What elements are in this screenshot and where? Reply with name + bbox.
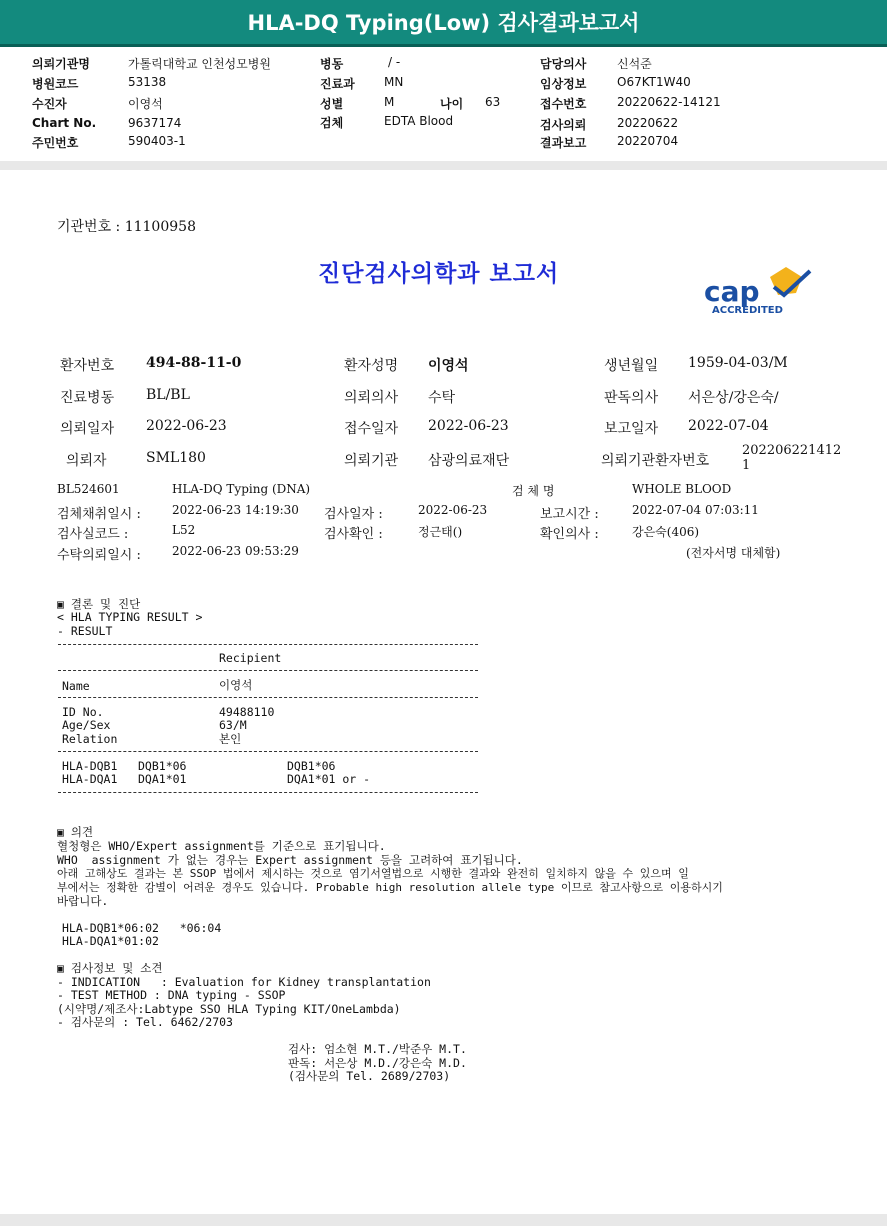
header-value: 9637174 xyxy=(128,116,182,130)
read-doc: 서은상/강은숙/ xyxy=(688,390,779,406)
confirm: 정근태() xyxy=(418,525,463,539)
lab-code-label: 검사실코드 : xyxy=(57,527,129,542)
dob: 1959-04-03/M xyxy=(688,355,788,371)
opinion-line: 바랍니다. xyxy=(57,894,109,908)
test-code: BL524601 xyxy=(57,482,120,496)
inst-pt-no: 202206221412 xyxy=(742,443,842,458)
dob-label: 생년월일 xyxy=(604,358,659,374)
header-value: / - xyxy=(388,55,401,69)
header-label: 병원코드 xyxy=(32,77,79,91)
id-label: ID No. xyxy=(62,705,104,719)
req-inst-label: 의뢰기관 xyxy=(344,453,399,469)
confirm-label: 검사확인 : xyxy=(324,527,383,542)
testinfo-section-title: ▣ 검사정보 및 소견 xyxy=(57,961,163,975)
header-value: EDTA Blood xyxy=(384,114,454,128)
age-label: Age/Sex xyxy=(62,718,111,732)
high-res-dqa1: HLA-DQA1*01:02 xyxy=(62,934,159,948)
divider xyxy=(58,644,478,645)
opinion-line: WHO assignment 가 없는 경우는 Expert assignment 등을 고려하여 표기됩니다. xyxy=(57,853,523,867)
name-label: Name xyxy=(62,679,90,693)
opinion-line: 아래 고해상도 결과는 본 SSOP 법에서 제시하는 것으로 염기서열법으로 시행한 결과와 완전히 일치하지 않을 수 있으며 일 xyxy=(57,867,689,880)
header-value: 590403-1 xyxy=(128,134,186,148)
result-subtitle: < HLA TYPING RESULT > xyxy=(57,610,203,624)
confirm-doc: 강은숙(406) xyxy=(632,525,700,539)
signature-line: 검사: 엄소현 M.T./박준우 M.T. xyxy=(288,1042,467,1056)
dqa1-label: HLA-DQA1 xyxy=(62,772,118,786)
patient-no: 494-88-11-0 xyxy=(146,355,242,371)
req-date: 2022-06-23 xyxy=(146,418,227,434)
inst-pt-label: 의뢰기관환자번호 xyxy=(601,453,710,469)
dqb1-result: DQB1*06 xyxy=(287,759,336,773)
header-label: 접수번호 xyxy=(540,97,587,111)
high-res-dqb1: HLA-DQB1*06:02 *06:04 xyxy=(62,921,222,935)
req-doc-label: 의뢰의사 xyxy=(344,390,399,406)
specimen-label: 검 체 명 xyxy=(512,484,555,498)
header-label: 담당의사 xyxy=(540,57,587,71)
opinion-line: 부에서는 정확한 감별이 어려운 경우도 있습니다. Probable high resolution allele type 이므로 참고사항으로 이용하시기 xyxy=(57,881,723,894)
header-value: 20220704 xyxy=(617,134,679,148)
name-value: 이영석 xyxy=(219,678,253,692)
testinfo-line: - TEST METHOD : DNA typing - SSOP xyxy=(57,988,286,1002)
header-label: 병동 xyxy=(320,57,344,71)
ward-label: 진료병동 xyxy=(60,390,115,406)
divider xyxy=(58,792,478,793)
requester: SML180 xyxy=(146,450,206,466)
header-label: 검체 xyxy=(320,116,344,130)
header-label: 검사의뢰 xyxy=(540,118,587,132)
patient-name: 이영석 xyxy=(428,358,469,374)
result-subtitle-2: - RESULT xyxy=(57,624,113,638)
testinfo-line: - 검사문의 : Tel. 6462/2703 xyxy=(57,1015,233,1029)
opinion-section-title: ▣ 의견 xyxy=(57,825,94,839)
outsource-label: 수탁의뢰일시 : xyxy=(57,548,141,563)
header-label: 결과보고 xyxy=(540,136,587,150)
rep-date-label: 보고일자 xyxy=(604,421,659,437)
header-value: 신석준 xyxy=(617,57,652,71)
testinfo-line: - INDICATION : Evaluation for Kidney transplantation xyxy=(57,975,431,989)
collect-label: 검체채취일시 : xyxy=(57,507,141,522)
recipient-header: Recipient xyxy=(219,651,282,665)
report-header xyxy=(0,47,887,161)
page-footer xyxy=(0,1214,887,1226)
header-label: 임상정보 xyxy=(540,77,587,91)
age-value: 63/M xyxy=(219,718,247,732)
header-label: 수진자 xyxy=(32,97,67,111)
esign-note: (전자서명 대체함) xyxy=(686,546,781,560)
header-value: 63 xyxy=(485,95,501,109)
test-name: HLA-DQ Typing (DNA) xyxy=(172,482,311,496)
header-label: 주민번호 xyxy=(32,136,79,150)
divider xyxy=(58,697,478,698)
dqb1-antigen: DQB1*06 xyxy=(138,759,187,773)
header-value: O67KT1W40 xyxy=(617,75,691,89)
relation-label: Relation xyxy=(62,732,118,746)
report-time: 2022-07-04 07:03:11 xyxy=(632,503,759,517)
dqa1-result: DQA1*01 or - xyxy=(287,772,371,786)
outsource: 2022-06-23 09:53:29 xyxy=(172,544,299,558)
rep-date: 2022-07-04 xyxy=(688,418,769,434)
test-date-label: 검사일자 : xyxy=(324,507,383,522)
institution-number: 기관번호 : 11100958 xyxy=(57,219,196,235)
recv-date: 2022-06-23 xyxy=(428,418,509,434)
opinion-line: 혈청형은 WHO/Expert assignment를 기준으로 표기됩니다. xyxy=(57,839,386,853)
relation-value: 본인 xyxy=(219,732,242,746)
signature-line: 판독: 서은상 M.D./강은숙 M.D. xyxy=(288,1056,467,1070)
confirm-doc-label: 확인의사 : xyxy=(540,527,599,542)
requester-label: 의뢰자 xyxy=(66,453,107,469)
ward: BL/BL xyxy=(146,387,190,403)
header-label: 나이 xyxy=(440,97,464,111)
dqb1-label: HLA-DQB1 xyxy=(62,759,118,773)
header-value: MN xyxy=(384,75,404,89)
recv-date-label: 접수일자 xyxy=(344,421,399,437)
id-value: 49488110 xyxy=(219,705,275,719)
header-label: 진료과 xyxy=(320,77,355,91)
header-value: 이영석 xyxy=(128,97,163,111)
specimen: WHOLE BLOOD xyxy=(632,482,732,496)
signature-line: (검사문의 Tel. 2689/2703) xyxy=(288,1069,451,1083)
header-value: M xyxy=(384,95,395,109)
patient-name-label: 환자성명 xyxy=(344,358,399,374)
lab-code: L52 xyxy=(172,523,196,537)
header-separator xyxy=(0,161,887,170)
cap-accredited-logo xyxy=(704,265,816,320)
req-date-label: 의뢰일자 xyxy=(60,421,115,437)
divider xyxy=(58,751,478,752)
testinfo-line: (시약명/제조사:Labtype SSO HLA Typing KIT/OneLambda) xyxy=(57,1002,401,1016)
header-value: 20220622-14121 xyxy=(617,95,721,109)
cap-accredited-text: ACCREDITED xyxy=(712,305,783,316)
read-doc-label: 판독의사 xyxy=(604,390,659,406)
header-label: 성별 xyxy=(320,97,344,111)
header-value: 20220622 xyxy=(617,116,679,130)
window-title: HLA-DQ Typing(Low) 검사결과보고서 xyxy=(0,0,887,47)
patient-no-label: 환자번호 xyxy=(60,358,115,374)
header-value: 가톨릭대학교 인천성모병원 xyxy=(128,57,271,71)
header-value: 53138 xyxy=(128,75,167,89)
test-date: 2022-06-23 xyxy=(418,503,488,517)
req-inst: 삼광의료재단 xyxy=(428,453,510,469)
header-label: 의뢰기관명 xyxy=(32,57,90,71)
dqa1-antigen: DQA1*01 xyxy=(138,772,187,786)
req-doc: 수탁 xyxy=(428,390,456,406)
document-title: 진단검사의학과 보고서 xyxy=(318,260,560,287)
result-section-title: ▣ 결론 및 진단 xyxy=(57,597,141,611)
inst-pt-no-cont: 1 xyxy=(742,458,751,473)
divider xyxy=(58,670,478,671)
header-label: Chart No. xyxy=(32,116,97,130)
report-time-label: 보고시간 : xyxy=(540,507,599,522)
collect: 2022-06-23 14:19:30 xyxy=(172,503,299,517)
cap-logo-text: cap xyxy=(704,275,760,308)
